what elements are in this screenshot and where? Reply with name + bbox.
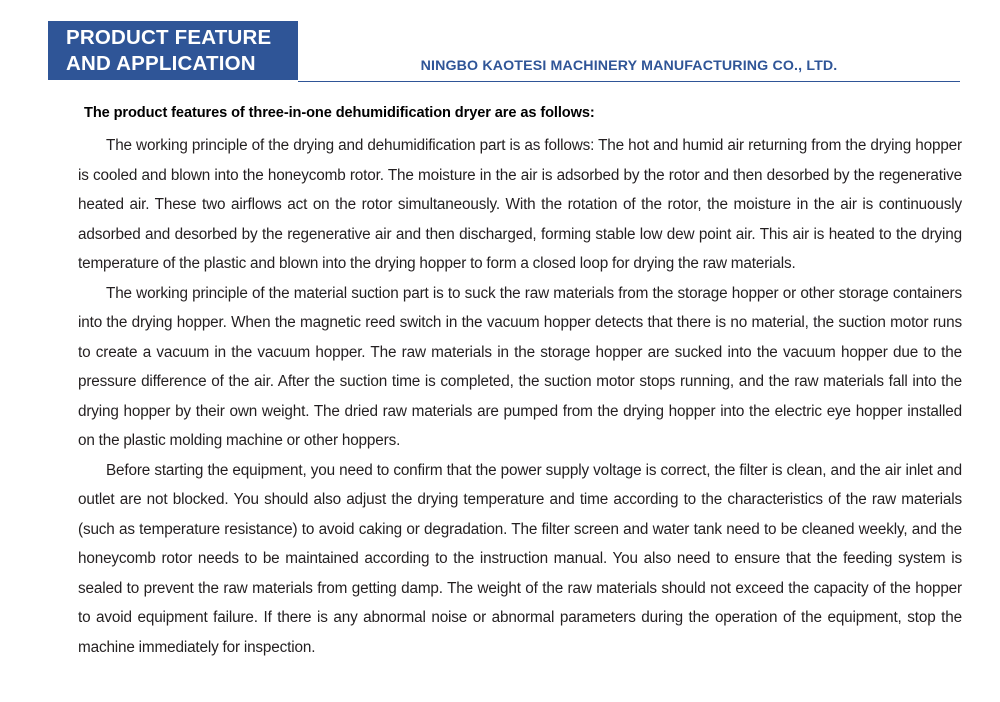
section-title-line-1: PRODUCT FEATURE	[66, 25, 272, 49]
paragraph-operation-notes: Before starting the equipment, you need to confirm that the power supply voltage is correct, the filter is clean, and the air inlet and outlet are not blocked. You should also adjust the drying temperature and time according to the characteristics of the raw materials (such as temperature resistance) to avoid caking or degradation. The filter screen and water tank need to be cleaned weekly, and the honeycomb rotor needs to be maintained according to the instruction manual. You also need to ensure that the feeding system is sealed to prevent the raw materials from getting damp. The weight of the raw materials should not exceed the capacity of the hopper to avoid equipment failure. If there is any abnormal noise or abnormal parameters during the operation of the equipment, stop the machine immediately for inspection.	[78, 461, 962, 656]
paragraph-suction-principle: The working principle of the material suction part is to suck the raw materials from the storage hopper or other storage containers into the drying hopper. When the magnetic reed switch in the vacuum hopper detects that there is no material, the suction motor runs to create a vacuum in the vacuum hopper. The raw materials in the storage hopper are sucked into the vacuum hopper due to the pressure difference of the air. After the suction time is completed, the suction motor stops running, and the raw materials fall into the drying hopper by their own weight. The dried raw materials are pumped from the drying hopper into the electric eye hopper installed on the plastic molding machine or other hoppers.	[78, 284, 962, 449]
intro-heading: The product features of three-in-one dehumidification dryer are as follows:	[84, 105, 595, 121]
section-title-badge	[48, 21, 298, 80]
company-name: NINGBO KAOTESI MACHINERY MANUFACTURING CO., LTD.	[420, 58, 838, 74]
paragraph-drying-principle: The working principle of the drying and dehumidification part is as follows: The hot and humid air returning from the drying hopper is cooled and blown into the honeycomb rotor. The moisture in the air is adsorbed by the rotor and then desorbed by the regenerative heated air. These two airflows act on the rotor simultaneously. With the rotation of the rotor, the moisture in the air is continuously adsorbed and desorbed by the regenerative air and then discharged, forming stable low dew point air. This air is heated to the drying temperature of the plastic and blown into the drying hopper to form a closed loop for drying the raw materials.	[78, 137, 962, 272]
header-divider	[298, 81, 960, 82]
section-title-line-2: AND APPLICATION	[66, 51, 256, 75]
document-body	[78, 99, 962, 662]
page-header	[0, 0, 1000, 95]
